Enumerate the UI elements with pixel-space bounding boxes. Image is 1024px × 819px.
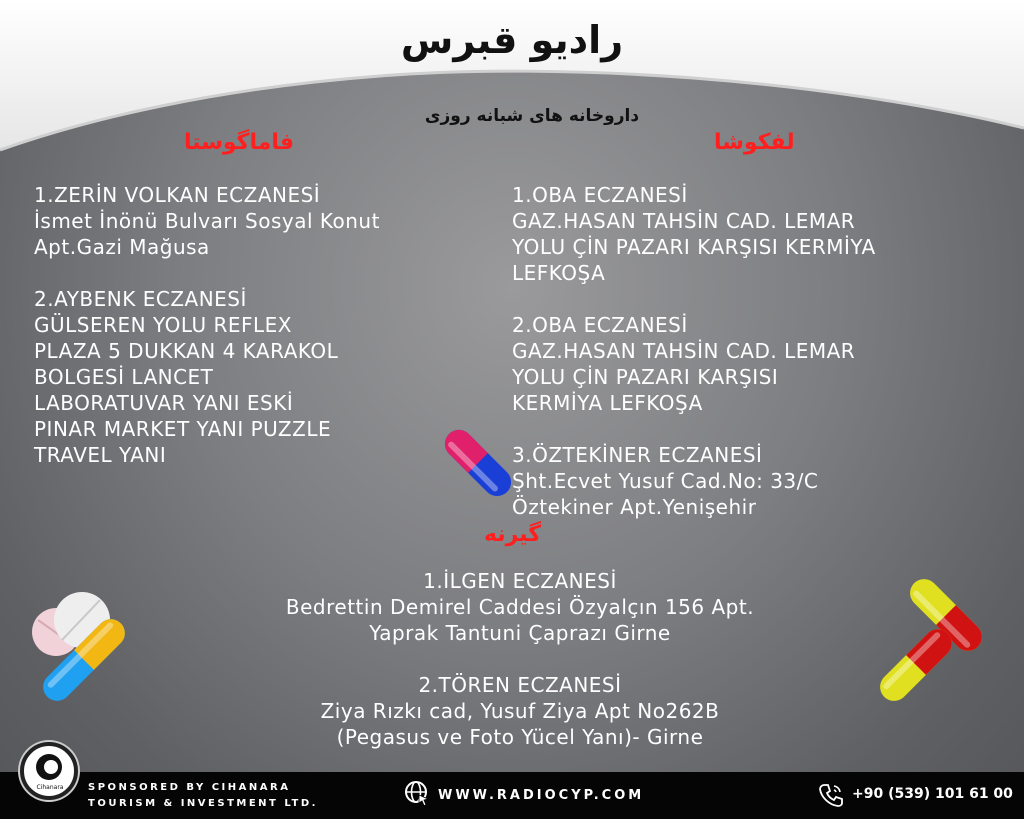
website-link[interactable]: WWW.RADIOCYP.COM <box>438 788 645 803</box>
pills-group-left-icon <box>14 590 134 708</box>
region-label-nicosia: لفکوشا <box>714 130 795 155</box>
page-subtitle: داروخانه های شبانه روزی <box>424 106 640 126</box>
pharmacy-entry: 2.TÖREN ECZANESİ Ziya Rızkı cad, Yusuf Ziya Apt No262B (Pegasus ve Foto Yücel Yanı)- Girne <box>320 673 720 749</box>
phone-icon <box>818 782 844 808</box>
logo-text: Cihanara <box>36 784 64 791</box>
capsule-pill-icon <box>436 420 520 506</box>
region-label-kyrenia: گیرنه <box>484 522 542 547</box>
pharmacy-entry: 1.OBA ECZANESİ GAZ.HASAN TAHSİN CAD. LEMAR YOLU ÇİN PAZARI KARŞISI KERMİYA LEFKOŞA <box>512 183 876 285</box>
kyrenia-pharmacy-list <box>200 568 840 776</box>
sponsor-line-2: TOURISM & INVESTMENT LTD. <box>88 798 318 809</box>
pharmacy-entry: 2.OBA ECZANESİ GAZ.HASAN TAHSİN CAD. LEMAR YOLU ÇİN PAZARI KARŞISI KERMİYA LEFKOŞA <box>512 313 856 415</box>
pharmacy-entry: 2.AYBENK ECZANESİ GÜLSEREN YOLU REFLEX PLAZA 5 DUKKAN 4 KARAKOL BOLGESİ LANCET LABORATUVAR YANI ESKİ PINAR MARKET YANI PUZZLE TRAVEL YANI <box>34 287 339 467</box>
logo-mark-icon <box>36 754 62 780</box>
sponsor-text <box>88 780 318 812</box>
pills-group-right-icon <box>866 570 1006 710</box>
region-label-famagusta: فاماگوستا <box>184 130 295 155</box>
nicosia-pharmacy-list <box>512 182 1012 546</box>
famagusta-pharmacy-list <box>34 182 504 494</box>
cihanara-logo <box>20 742 78 800</box>
sponsor-line-1: SPONSORED BY CIHANARA <box>88 782 291 793</box>
pharmacy-entry: 1.ZERİN VOLKAN ECZANESİ İsmet İnönü Bulvarı Sosyal Konut Apt.Gazi Mağusa <box>34 183 380 259</box>
globe-cursor-icon <box>404 780 430 806</box>
pharmacy-entry: 1.İLGEN ECZANESİ Bedrettin Demirel Caddesi Özyalçın 156 Apt. Yaprak Tantuni Çaprazı Girne <box>285 569 755 645</box>
pharmacy-entry: 3.ÖZTEKİNER ECZANESİ Şht.Ecvet Yusuf Cad.No: 33/C Öztekiner Apt.Yenişehir <box>512 443 819 519</box>
phone-number[interactable]: +90 (539) 101 61 00 <box>852 786 1013 802</box>
page-title: رادیو قبرس <box>400 18 624 62</box>
